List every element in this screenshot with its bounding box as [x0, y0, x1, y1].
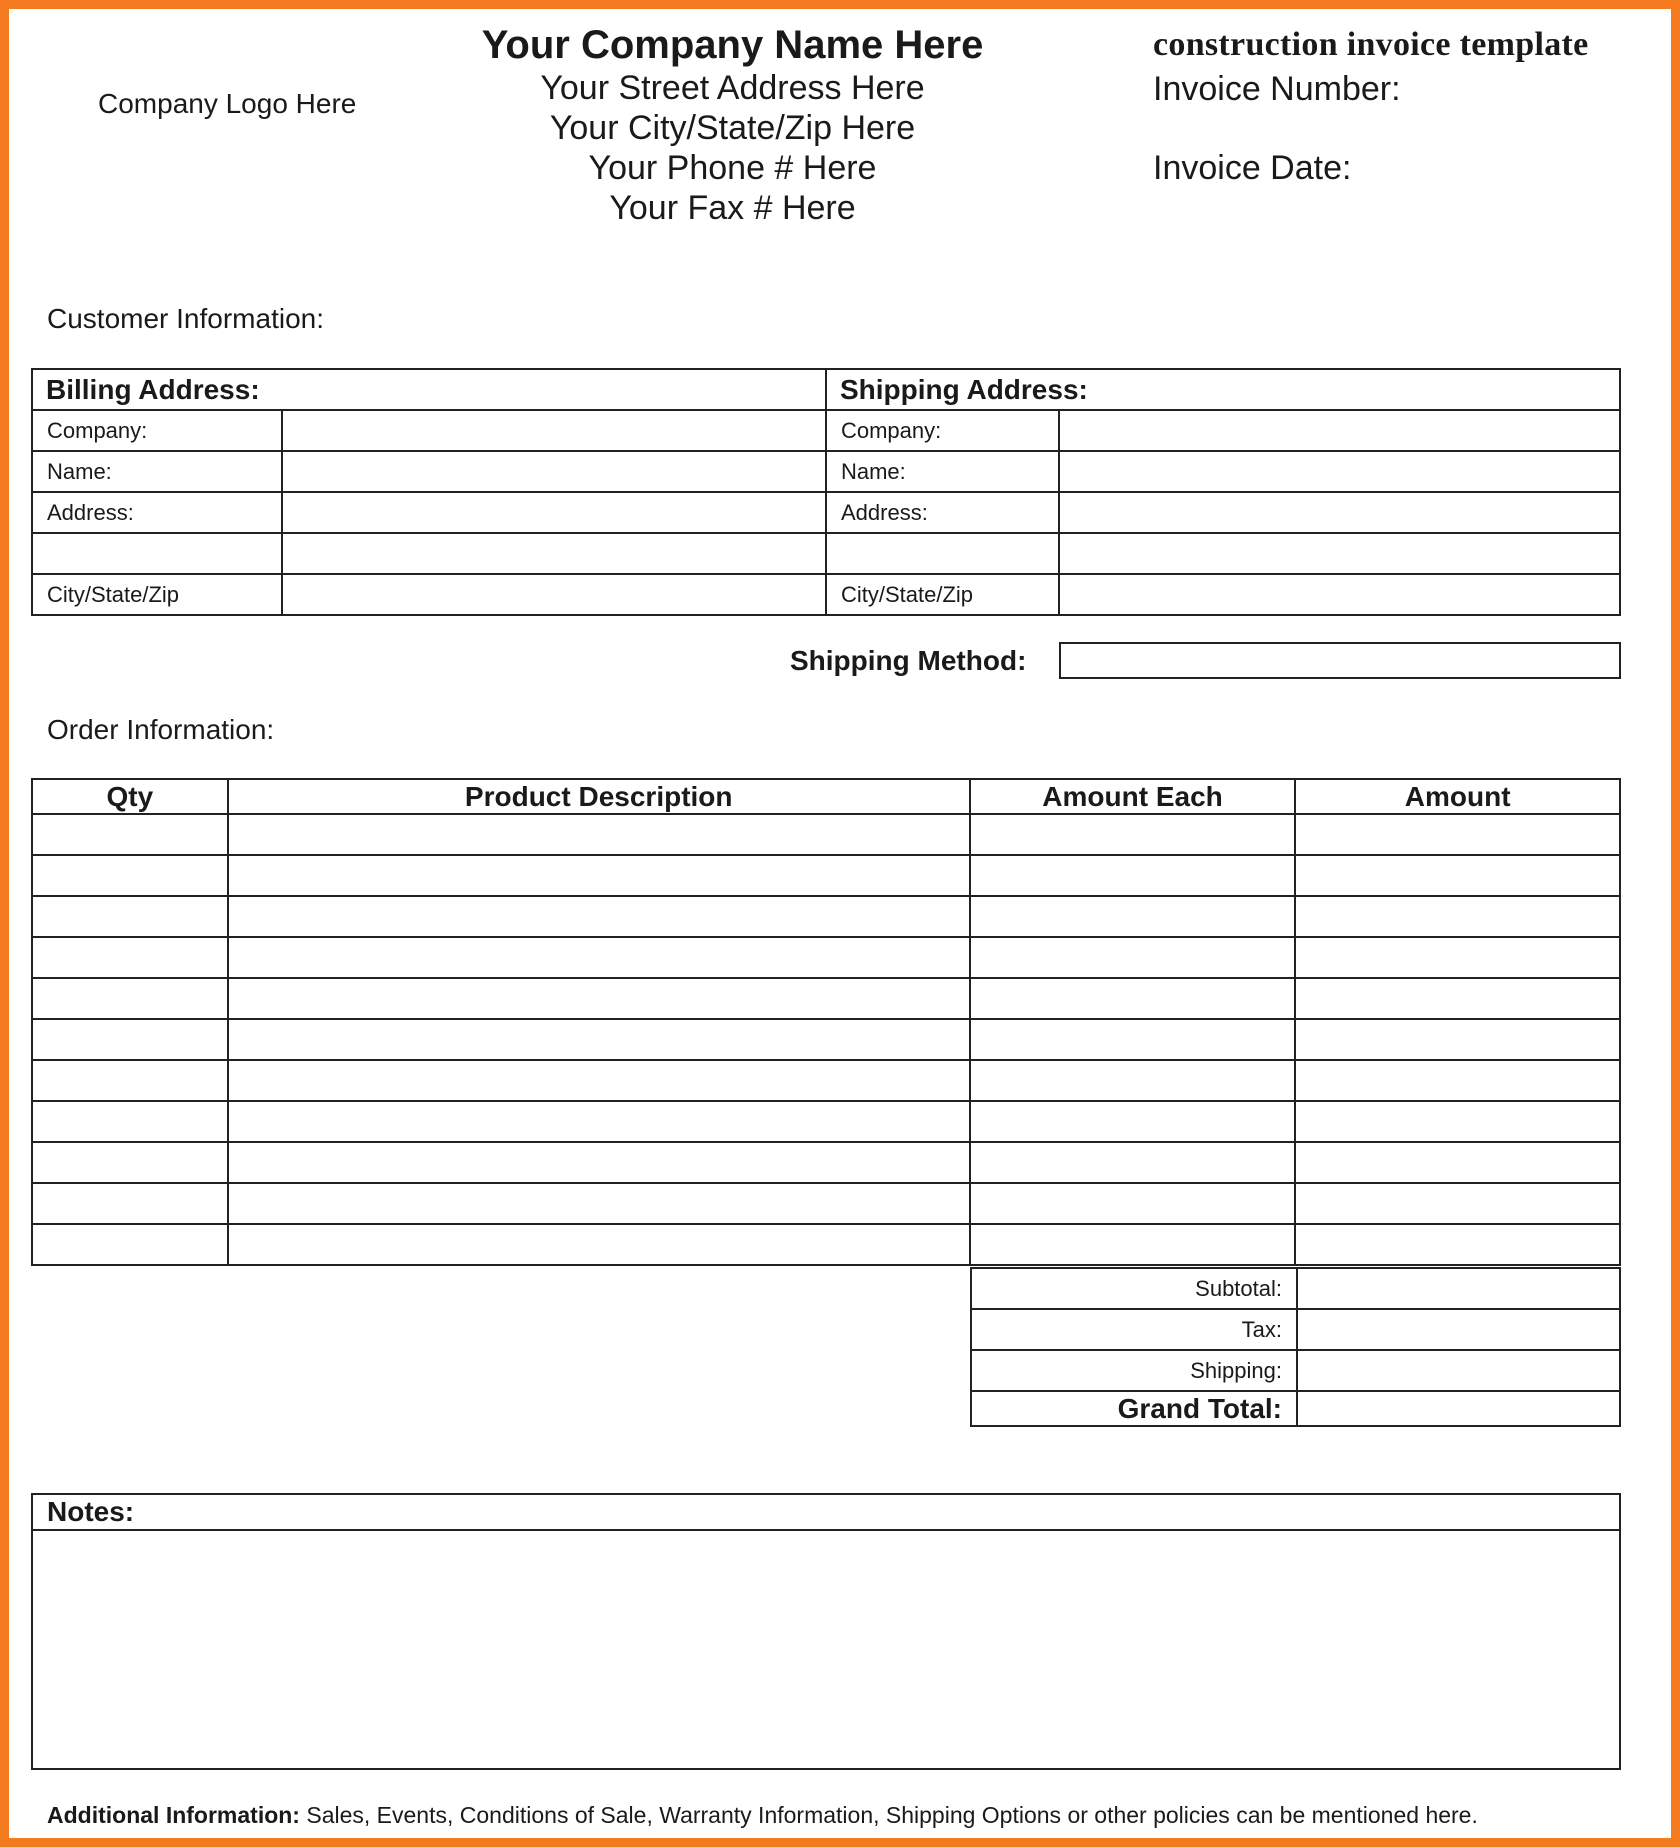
grand-total-label: Grand Total:	[971, 1391, 1297, 1426]
order-table	[31, 778, 1621, 1266]
additional-information	[47, 1802, 1478, 1829]
order-cell-amount[interactable]	[1295, 1224, 1620, 1265]
order-cell-qty[interactable]	[32, 814, 228, 855]
shipping-company-field[interactable]	[1059, 410, 1620, 451]
order-cell-product-description[interactable]	[228, 937, 970, 978]
order-cell-product-description[interactable]	[228, 1142, 970, 1183]
company-city-state-zip: Your City/State/Zip Here	[549, 109, 916, 147]
customer-information-heading: Customer Information:	[47, 303, 324, 334]
order-cell-amount[interactable]	[1295, 978, 1620, 1019]
invoice-date-label: Invoice Date:	[1153, 149, 1352, 187]
table-row	[32, 896, 1620, 937]
shipping-address2-field[interactable]	[1059, 533, 1620, 574]
order-cell-product-description[interactable]	[228, 1224, 970, 1265]
additional-information-text: Sales, Events, Conditions of Sale, Warranty Information, Shipping Options or other policies can be mentioned here.	[299, 1802, 1478, 1828]
table-row	[32, 937, 1620, 978]
document-title: construction invoice template	[1153, 26, 1589, 63]
order-cell-amount-each[interactable]	[970, 1183, 1296, 1224]
order-cell-qty[interactable]	[32, 1060, 228, 1101]
order-cell-amount-each[interactable]	[970, 1142, 1296, 1183]
billing-address-heading: Billing Address:	[32, 369, 826, 410]
table-row	[32, 814, 1620, 855]
shipping-city-state-zip-label: City/State/Zip	[826, 574, 1059, 615]
order-cell-product-description[interactable]	[228, 1101, 970, 1142]
notes-heading: Notes:	[33, 1495, 1619, 1531]
order-cell-amount-each[interactable]	[970, 896, 1296, 937]
shipping-cost-label: Shipping:	[971, 1350, 1297, 1391]
order-cell-amount-each[interactable]	[970, 1060, 1296, 1101]
order-cell-amount[interactable]	[1295, 1019, 1620, 1060]
billing-company-field[interactable]	[282, 410, 826, 451]
order-cell-amount-each[interactable]	[970, 814, 1296, 855]
billing-name-field[interactable]	[282, 451, 826, 492]
billing-address-field[interactable]	[282, 492, 826, 533]
order-cell-qty[interactable]	[32, 896, 228, 937]
company-logo-placeholder: Company Logo Here	[98, 88, 357, 119]
table-row	[32, 978, 1620, 1019]
order-cell-amount[interactable]	[1295, 855, 1620, 896]
order-cell-amount-each[interactable]	[970, 855, 1296, 896]
company-fax: Your Fax # Here	[609, 189, 856, 227]
shipping-method-field[interactable]	[1059, 642, 1621, 679]
order-cell-qty[interactable]	[32, 1101, 228, 1142]
order-cell-amount[interactable]	[1295, 1101, 1620, 1142]
order-cell-amount[interactable]	[1295, 814, 1620, 855]
order-cell-amount-each[interactable]	[970, 937, 1296, 978]
shipping-address-label: Address:	[826, 492, 1059, 533]
table-row	[32, 1101, 1620, 1142]
table-row	[32, 855, 1620, 896]
notes-field[interactable]	[33, 1531, 1619, 1768]
column-header-amount-each: Amount Each	[970, 779, 1296, 814]
order-cell-qty[interactable]	[32, 1183, 228, 1224]
billing-city-state-zip-field[interactable]	[282, 574, 826, 615]
order-cell-amount-each[interactable]	[970, 1224, 1296, 1265]
billing-name-label: Name:	[32, 451, 282, 492]
order-cell-qty[interactable]	[32, 1142, 228, 1183]
billing-city-state-zip-label: City/State/Zip	[32, 574, 282, 615]
shipping-cost-field[interactable]	[1297, 1350, 1620, 1391]
order-cell-amount[interactable]	[1295, 1060, 1620, 1101]
order-cell-product-description[interactable]	[228, 1019, 970, 1060]
order-cell-qty[interactable]	[32, 1224, 228, 1265]
order-cell-amount-each[interactable]	[970, 978, 1296, 1019]
billing-address2-label	[32, 533, 282, 574]
billing-address2-field[interactable]	[282, 533, 826, 574]
order-cell-product-description[interactable]	[228, 814, 970, 855]
shipping-address2-label	[826, 533, 1059, 574]
table-row	[32, 1142, 1620, 1183]
table-row	[32, 1183, 1620, 1224]
shipping-name-field[interactable]	[1059, 451, 1620, 492]
additional-information-label: Additional Information:	[47, 1802, 300, 1828]
billing-address-label: Address:	[32, 492, 282, 533]
notes-box	[31, 1493, 1621, 1770]
shipping-company-label: Company:	[826, 410, 1059, 451]
order-cell-amount[interactable]	[1295, 1183, 1620, 1224]
column-header-amount: Amount	[1295, 779, 1620, 814]
order-cell-qty[interactable]	[32, 978, 228, 1019]
order-cell-amount[interactable]	[1295, 896, 1620, 937]
order-cell-product-description[interactable]	[228, 1183, 970, 1224]
subtotal-field[interactable]	[1297, 1268, 1620, 1309]
company-phone: Your Phone # Here	[588, 149, 877, 187]
company-name: Your Company Name Here	[481, 23, 984, 67]
order-cell-qty[interactable]	[32, 1019, 228, 1060]
grand-total-field[interactable]	[1297, 1391, 1620, 1426]
company-street: Your Street Address Here	[540, 69, 925, 107]
totals-table	[970, 1267, 1621, 1427]
shipping-city-state-zip-field[interactable]	[1059, 574, 1620, 615]
shipping-address-field[interactable]	[1059, 492, 1620, 533]
order-cell-product-description[interactable]	[228, 978, 970, 1019]
billing-company-label: Company:	[32, 410, 282, 451]
order-cell-product-description[interactable]	[228, 855, 970, 896]
column-header-qty: Qty	[32, 779, 228, 814]
order-cell-amount-each[interactable]	[970, 1019, 1296, 1060]
order-cell-qty[interactable]	[32, 855, 228, 896]
table-row	[32, 1019, 1620, 1060]
column-header-product-description: Product Description	[228, 779, 970, 814]
invoice-number-label: Invoice Number:	[1153, 70, 1401, 108]
order-cell-amount[interactable]	[1295, 937, 1620, 978]
shipping-name-label: Name:	[826, 451, 1059, 492]
order-cell-product-description[interactable]	[228, 1060, 970, 1101]
order-cell-qty[interactable]	[32, 937, 228, 978]
tax-field[interactable]	[1297, 1309, 1620, 1350]
shipping-method-label: Shipping Method:	[790, 645, 1027, 676]
order-information-heading: Order Information:	[47, 714, 275, 745]
order-cell-product-description[interactable]	[228, 896, 970, 937]
shipping-address-heading: Shipping Address:	[826, 369, 1620, 410]
table-row	[32, 1224, 1620, 1265]
table-row	[32, 1060, 1620, 1101]
company-block	[440, 22, 1025, 228]
order-cell-amount[interactable]	[1295, 1142, 1620, 1183]
order-cell-amount-each[interactable]	[970, 1101, 1296, 1142]
tax-label: Tax:	[971, 1309, 1297, 1350]
address-table	[31, 368, 1621, 616]
subtotal-label: Subtotal:	[971, 1268, 1297, 1309]
